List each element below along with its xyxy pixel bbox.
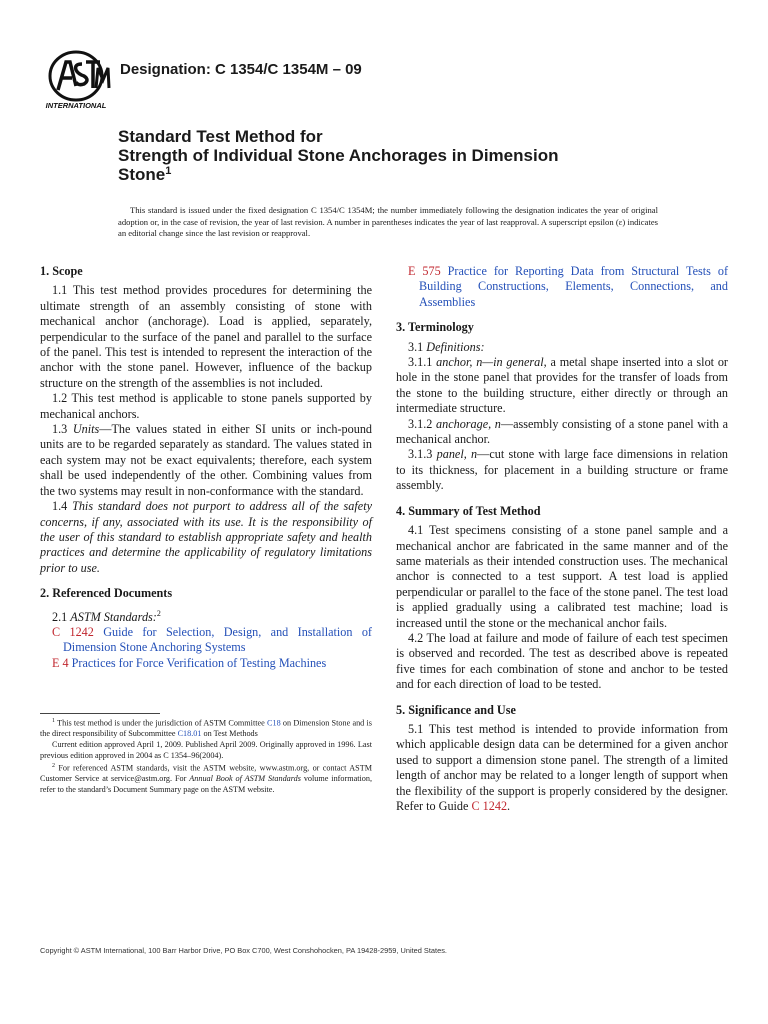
logo-text: INTERNATIONAL xyxy=(45,101,107,110)
section-refdocs-heading: 2. Referenced Documents xyxy=(40,586,173,601)
subcommittee-c18-01-link[interactable]: C18.01 xyxy=(177,729,202,739)
issuance-notice: This standard is issued under the fixed designation C 1354/C 1354M; the number immediately following the designation indicates the year of original adoption or, in the case of revision, the year of last revision. A number in parentheses indicates the year of last reapproval. A superscript epsilon (ε) indicates an editorial change since the last revision or reapproval. xyxy=(118,205,658,238)
para-1-3: 1.3 Units—The values stated in either SI units or inch-pound units are to be regarded separately as standard. The values stated in each system may not be exact equivalents; therefore, each system shall be used independently of the other. Combining values from the two systems may result in non-conformance with the standard. xyxy=(40,422,373,498)
section-terminology-heading: 3. Terminology xyxy=(396,320,474,335)
section-summary-heading: 4. Summary of Test Method xyxy=(396,503,541,518)
guide-c1242-link[interactable]: C 1242 xyxy=(471,799,508,813)
ref-e575 xyxy=(396,264,728,310)
footnote-1-edition: Current edition approved April 1, 2009. Published April 2009. Originally approved in 1996. Last previous edition approved in 2004 as C 1354–96(2004). xyxy=(40,739,372,760)
ref-e575-title-link[interactable]: Practice for Reporting Data from Structural Tests of Building Constructions, Elements, Connections, and Assemblies xyxy=(419,264,728,309)
section-scope-heading: 1. Scope xyxy=(40,264,83,278)
title-footnote-marker: 1 xyxy=(165,165,172,177)
units-term: Units xyxy=(72,422,100,437)
para-1-1: 1.1 This test method provides procedures for determining the ultimate strength of an assembly consisting of stone with mechanical anchor (anchorage). Load is applied, separately, perpendicular to the surface of the panel and parallel to the surface of the panel. This test is intended to represent the interaction of the anchor with the stone panel. However, influence of the backup structure on the strength of the assemblies is not included. xyxy=(40,283,372,390)
committee-c18-link[interactable]: C18 xyxy=(267,718,281,728)
footnote-1: $^1$ This test method is under the jurisdiction of ASTM Committee C18 on Dimension Stone and is the direct responsibility of Subcommittee C18.01 on Test Methods xyxy=(40,718,372,739)
right-column xyxy=(396,264,728,814)
para-2-1: 2.1 ASTM Standards:$^2$ xyxy=(52,608,161,624)
footnote-rule xyxy=(40,713,160,714)
ref-e4-title-link[interactable]: Practices for Force Verification of Testing Machines xyxy=(71,655,327,670)
copyright-notice: Copyright © ASTM International, 100 Barr Harbor Drive, PO Box C700, West Conshohocken, PA 19428-2959, United States. xyxy=(40,946,447,955)
title-line-3 xyxy=(118,165,678,184)
left-column xyxy=(40,264,372,671)
designation: Designation: C 1354/C 1354M – 09 xyxy=(120,61,362,78)
footnote-2: $^2$ For referenced ASTM standards, visit the ASTM website, www.astm.org, or contact ASTM Customer Service at service@astm.org. For Annual Book of ASTM Standards volume information, refer to the standard’s Document Summary page on the ASTM website. xyxy=(40,763,373,795)
ref-c1242-code-link[interactable]: C 1242 xyxy=(52,625,94,639)
title-line-1: Standard Test Method for xyxy=(118,127,323,146)
para-4-2: 4.2 The load at failure and mode of failure of each test specimen is observed and recorded. The test as described above is repeated five times for each combination of stone and anchor to be tested and for each direction of load to be tested. xyxy=(396,630,728,692)
para-3-1-2: 3.1.2 anchorage, n—assembly consisting of a stone panel with a mechanical anchor. xyxy=(396,416,728,447)
para-3-1-1: 3.1.1 anchor, n—in general, a metal shape inserted into a slot or hole in the stone panel that provides for the transfer of loads from the stone to the building structure, either directly or through an intermediate structure. xyxy=(396,355,728,416)
ref-c1242-title-link[interactable]: Guide for Selection, Design, and Installation of Dimension Stone Anchoring Systems xyxy=(63,625,372,655)
para-3-1: 3.1 Definitions: xyxy=(408,339,485,354)
para-1-4: 1.4 This standard does not purport to address all of the safety concerns, if any, associated with its use. It is the responsibility of the user of this standard to establish appropriate safety and health practices and determine the applicability of regulatory limitations prior to use. xyxy=(40,499,372,575)
para-4-1: 4.1 Test specimens consisting of a stone panel sample and a mechanical anchor are fabricated in the same manner and of the same materials as their intended construction uses. The mechanical anchor is connected to a test support. A test load is applied perpendicular or parallel to the face of the stone panel. The test load is applied gradually using a calibrated test machine; load is increased until the stone or the mechanical anchor fails. xyxy=(396,523,728,630)
title-stone: Stone xyxy=(118,165,166,184)
ref-e4-code-link[interactable]: E 4 xyxy=(52,655,69,670)
para-1-2: 1.2 This test method is applicable to stone panels supported by mechanical anchors. xyxy=(40,391,372,421)
footnotes xyxy=(40,716,372,796)
section-significance-heading: 5. Significance and Use xyxy=(396,702,516,717)
title-line-2: Strength of Individual Stone Anchorages in Dimension xyxy=(118,146,559,165)
ref-c1242 xyxy=(40,625,372,656)
para-3-1-3: 3.1.3 panel, n—cut stone with large face dimensions in relation to its thickness, for placement in a building structure or frame assembly. xyxy=(396,447,729,493)
ref-e4 xyxy=(40,656,372,671)
ref-e575-code-link[interactable]: E 575 xyxy=(408,264,441,278)
astm-logo xyxy=(36,50,116,112)
para-5-1: 5.1 This test method is intended to provide information from which applicable design data can be determined for a given anchor used to support a dimension stone panel. The strength of a limited length of anchor may be related to a longer length of support when the flexibility of the support is properly considered by the designer. Refer to Guide C 1242. xyxy=(396,721,728,813)
document-title xyxy=(118,127,678,184)
